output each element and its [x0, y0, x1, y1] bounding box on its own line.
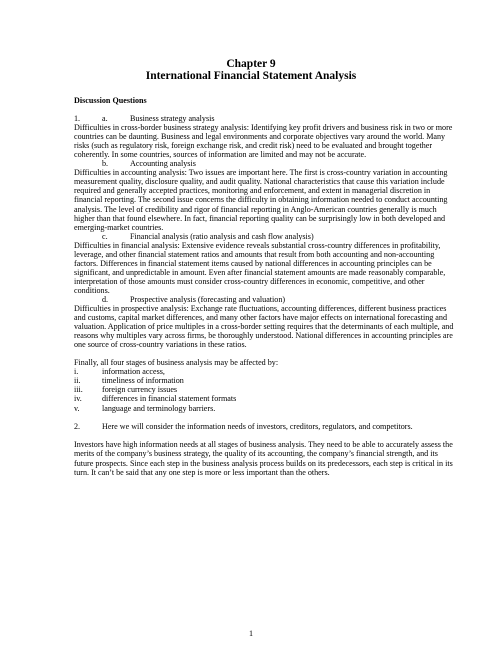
question-number: 2. — [74, 421, 81, 431]
item-text: Difficulties in prospective analysis: Exchange rate fluctuations, accounting differences, different business practices and customs, capital market differences, and many other factors have major effects on international forecasting and valuation. Application of price multiples in a cross-border setting requires that the determinants of each multiple, and reasons why multiples vary across firms, be thoroughly understood. National differences in accounting principles are one source of cross-country variations in these ratios. — [74, 304, 454, 350]
list-item — [74, 404, 458, 413]
section-heading: Discussion Questions — [74, 96, 147, 105]
question-text: Here we will consider the information needs of investors, creditors, regulators, and competitors. — [102, 421, 413, 431]
item-text: Difficulties in accounting analysis: Two issues are important here. The first is cross-country variation in accounting measurement quality, disclosure quality, and audit quality. National characteristics that cause this variation include required and generally accepted practices, monitoring and enforcement, and extent in managerial discretion in financial reporting. The second issue concerns the difficulty in obtaining information needed to conduct accounting analysis. The level of credibility and rigor of financial reporting in Anglo-American countries generally is much higher than that found elsewhere. In fact, financial reporting quality can be surprisingly low in both developed and emerging-market countries. — [74, 168, 448, 232]
list-item — [74, 394, 458, 403]
list-label: v. — [74, 403, 80, 413]
item-heading: Business strategy analysis — [130, 114, 215, 124]
item-heading: Accounting analysis — [130, 159, 196, 169]
list-item — [74, 367, 458, 376]
question-2 — [74, 422, 458, 431]
question-1-header — [74, 114, 458, 123]
list-text: information access, — [102, 367, 165, 377]
list-text: differences in financial statement formats — [102, 394, 237, 404]
list-label: i. — [74, 367, 79, 377]
investors-paragraph: Investors have high information needs at all stages of business analysis. They need to be able to accurately assess the merits of the company’s business strategy, the quality of its accounting, the company’s financial strength, and its future prospects. Since each step in the business analysis process builds on its predecessors, each step is critical in its turn. It can’t be said that any one step is more or less important than the others. — [74, 439, 453, 478]
item-label: d. — [102, 294, 109, 304]
finally-text: Finally, all four stages of business analysis may be affected by: — [74, 358, 279, 368]
document-body — [74, 96, 458, 478]
item-header — [74, 159, 458, 168]
item-heading: Financial analysis (ratio analysis and cash flow analysis) — [130, 231, 314, 241]
item-text: Difficulties in cross-border business strategy analysis: Identifying key profit drivers and business risk in two or more countries can be daunting. Business and legal environments and corporate objectives vary around the world. Many risks (such as regulatory risk, foreign exchange risk, and credit risk) need to be evaluated and brought together coherently. In some countries, sources of information are limited and may not be accurate. — [74, 123, 453, 160]
list-text: foreign currency issues — [102, 385, 178, 395]
list-label: iii. — [74, 385, 83, 395]
list-label: ii. — [74, 376, 81, 386]
item-label: a. — [102, 114, 108, 124]
list-text: timeliness of information — [102, 376, 184, 386]
item-label: c. — [102, 231, 108, 241]
list-label: iv. — [74, 394, 82, 404]
chapter-title: International Financial Statement Analysis — [145, 70, 357, 82]
item-header — [74, 232, 458, 241]
question-number: 1. — [74, 114, 81, 124]
item-header — [74, 295, 458, 304]
list-text: language and terminology barriers. — [102, 403, 216, 413]
chapter-label: Chapter 9 — [226, 58, 276, 70]
item-text: Difficulties in financial analysis: Extensive evidence reveals substantial cross-country differences in profitability, leverage, and other financial statement ratios and amounts that result from both accounting and non-accounting factors. Differences in financial statement items caused by national differences in accounting principles can be significant, and unpredictable in amount. Even after financial statement amounts are made reasonably comparable, interpretation of those amounts must consider cross-country differences in economic, competitive, and other conditions. — [74, 240, 446, 295]
item-label: b. — [102, 159, 109, 169]
list-item — [74, 385, 458, 394]
page-number: 1 — [248, 629, 254, 638]
list-item — [74, 376, 458, 385]
item-heading: Prospective analysis (forecasting and valuation) — [130, 294, 286, 304]
